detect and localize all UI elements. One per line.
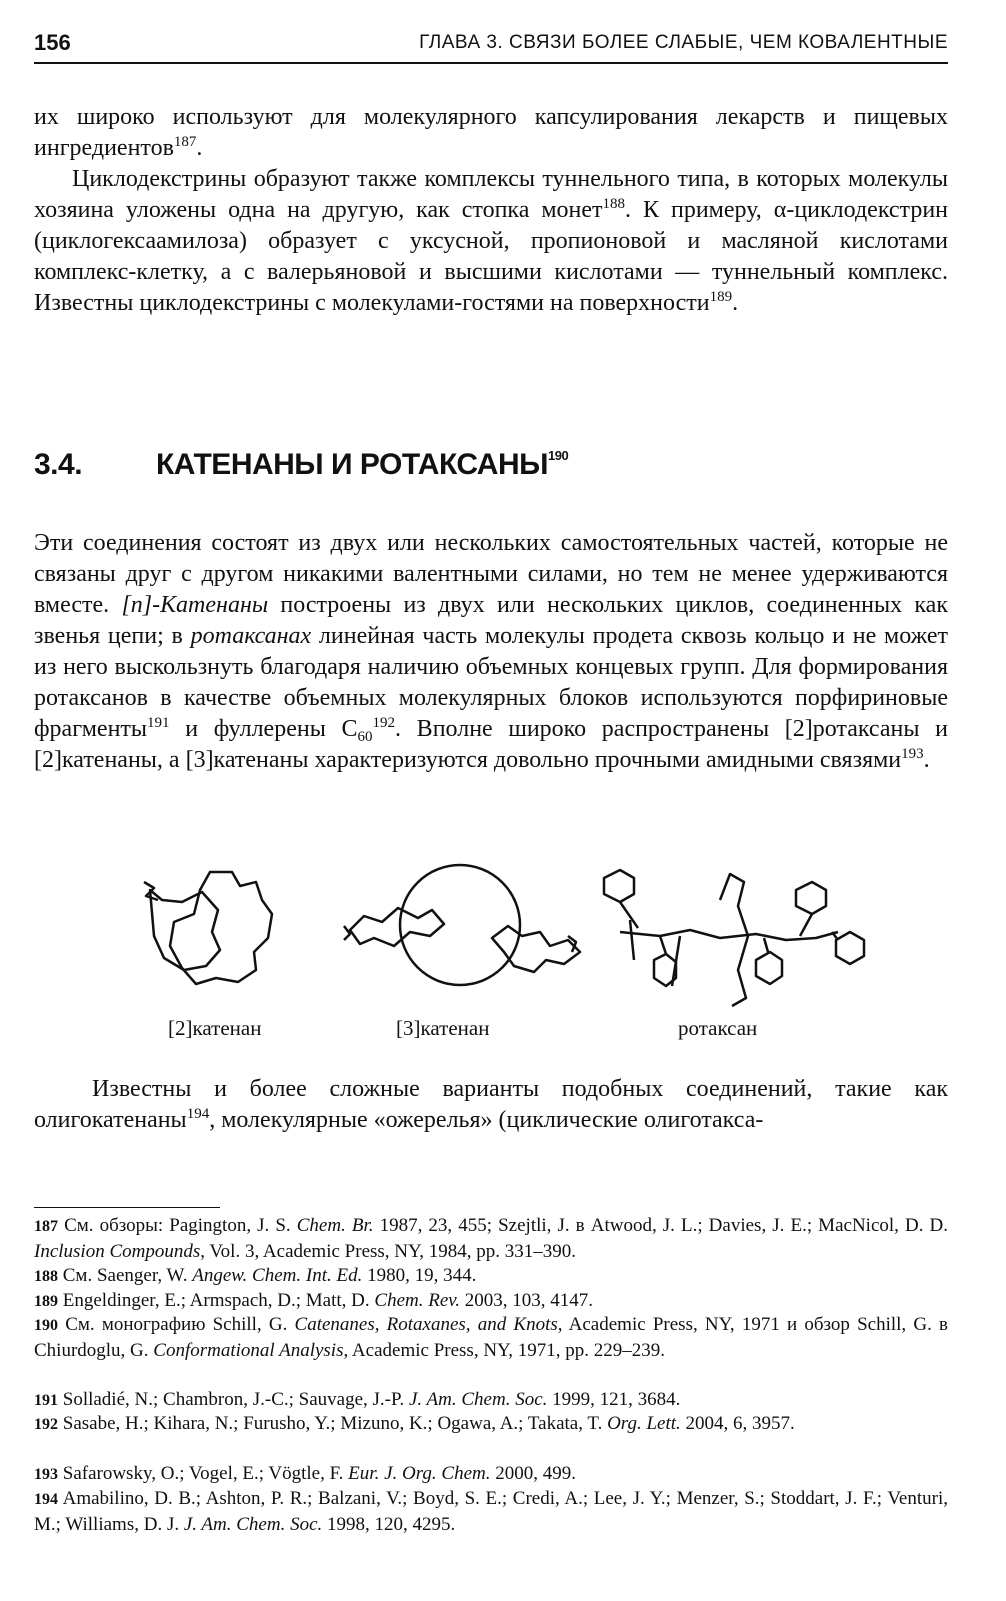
catenane-rotaxane-figure — [120, 860, 880, 1050]
footnote-188: 188 См. Saenger, W. Angew. Chem. Int. Ed. 1980, 19, 344. — [34, 1265, 477, 1286]
footnote-192: 192 Sasabe, H.; Kihara, N.; Furusho, Y.; Mizuno, K.; Ogawa, A.; Takata, T. Org. Lett. 2004, 6, 3957. — [34, 1413, 795, 1434]
term-catenanes: [n]-Катенаны — [121, 592, 269, 618]
footnote-190: 190 См. монографию Schill, G. Catenanes, Rotaxanes, and Knots, Academic Press, NY, 1971 и обзор Schill, G. в Chiurdoglu, G. Conformational Analysis, Academic Press, NY, 1971, pp. 229–239. — [34, 1314, 948, 1361]
running-title: ГЛАВА 3. СВЯЗИ БОЛЕЕ СЛАБЫЕ, ЧЕМ КОВАЛЕНТНЫЕ — [419, 32, 948, 53]
section-number: 3.4. — [34, 448, 83, 481]
footnote-ref-188[interactable]: 188 — [602, 196, 626, 212]
term-rotaxanes: ротаксанах — [190, 623, 312, 649]
running-header — [34, 26, 948, 64]
footnote-191: 191 Solladié, N.; Chambron, J.-C.; Sauvage, J.-P. J. Am. Chem. Soc. 1999, 121, 3684. — [34, 1389, 681, 1410]
footnote-divider — [34, 1207, 220, 1208]
paragraph-catenanes: Эти соединения состоят из двух или нескольких самостоятельных частей, которые не связаны друг с другом никакими валентными силами, но тем не менее удерживаются вместе. [n]-Катенаны построены из двух или нескольких циклов, соединенных как звенья цепи; в ротаксанах линейная часть молекулы продета сквозь кольцо и не может из него выскользнуть благодаря наличию объемных концевых групп. Для формирования ротаксанов в качестве объемных молекулярных блоков используются порфириновые фрагменты$^{191}$ и фуллерены $C_{60}^{192}$. Вполне широко распространены [2]ротаксаны и [2]катенаны, а [3]катенаны характеризуются довольно прочными амидными связями$^{193}$. — [34, 530, 949, 773]
section-heading — [34, 448, 568, 482]
footnote-187: 187 См. обзоры: Pagington, J. S. Chem. Br. 1987, 23, 455; Szejtli, J. в Atwood, J. L.; Davies, J. E.; MacNicol, D. D. Inclusion Compounds, Vol. 3, Academic Press, NY, 1984, pp. 331–390. — [34, 1215, 948, 1262]
structures-drawing — [120, 860, 880, 1010]
catenane-2-structure — [144, 872, 272, 984]
caption-rotaxane: ротаксан — [678, 1016, 758, 1040]
footnote-193: 193 Safarowsky, O.; Vogel, E.; Vögtle, F. Eur. J. Org. Chem. 2000, 499. — [34, 1463, 576, 1484]
rotaxane-structure — [604, 870, 864, 1006]
caption-3-catenane: [3]катенан — [396, 1016, 490, 1040]
page-number: 156 — [34, 30, 71, 55]
footnote-ref-192[interactable]: 192 — [372, 715, 396, 731]
catenane-3-structure — [344, 865, 580, 985]
section-title: КАТЕНАНЫ И РОТАКСАНЫ — [156, 448, 548, 481]
footnote-194: 194 Amabilino, D. B.; Ashton, P. R.; Balzani, V.; Boyd, S. E.; Credi, A.; Lee, J. Y.; Menzer, S.; Stoddart, J. F.; Venturi, M.; Williams, D. J. J. Am. Chem. Soc. 1998, 120, 4295. — [34, 1488, 948, 1535]
footnote-ref-190[interactable]: 190 — [548, 448, 569, 463]
paragraph-complex-variants: Известны и более сложные варианты подобных соединений, такие как олигокатенаны$^{194}$, молекулярные «ожерелья» (циклические олиготакса- — [34, 1076, 948, 1133]
footnote-189: 189 Engeldinger, E.; Armspach, D.; Matt, D. Chem. Rev. 2003, 103, 4147. — [34, 1290, 594, 1311]
footnote-ref-193[interactable]: 193 — [901, 746, 924, 762]
footnote-ref-189[interactable]: 189 — [709, 289, 733, 305]
footnote-ref-187[interactable]: 187 — [173, 134, 197, 150]
paragraph-continuation: их широко используют для молекулярного капсулирования лекарств и пищевых ингредиентов$^{187}$. — [34, 104, 948, 161]
footnote-ref-191[interactable]: 191 — [147, 715, 170, 731]
caption-2-catenane: [2]катенан — [168, 1016, 262, 1040]
footnote-ref-194[interactable]: 194 — [186, 1106, 210, 1122]
paragraph-cyclodextrins: Циклодекстрины образуют также комплексы туннельного типа, в которых молекулы хозяина уложены одна на другую, как стопка монет$^{188}$. К примеру, α-циклодекстрин (циклогексаамилоза) образует с уксусной, пропионовой и масляной кислотами комплекс-клетку, а с валерьяновой и высшими кислотами — туннельный комплекс. Известны циклодекстрины с молекулами-гостями на поверхности$^{189}$. — [34, 166, 949, 316]
